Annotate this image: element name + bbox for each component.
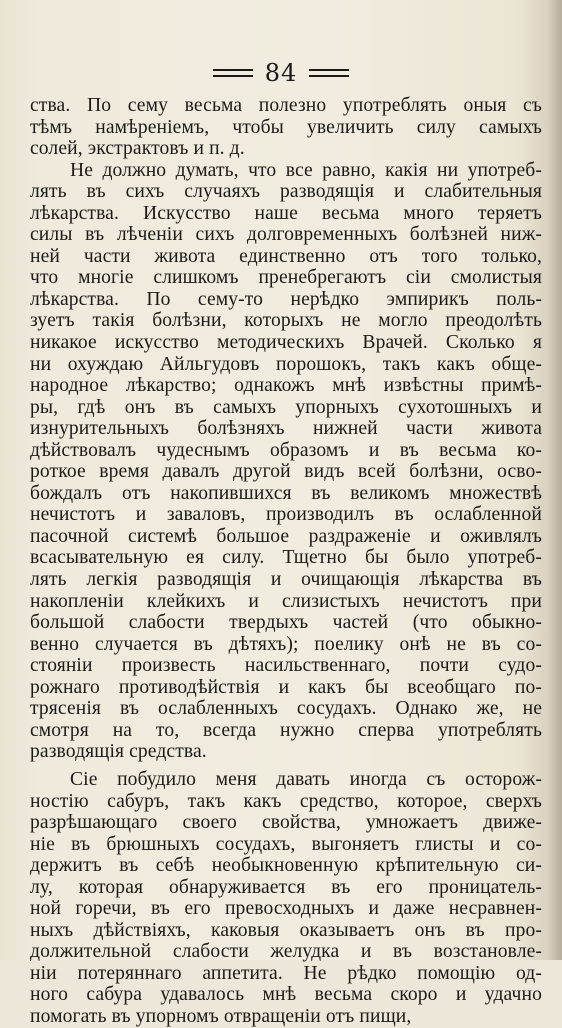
text-line: лу, которая обнаруживается въ его проницатель-: [30, 876, 542, 898]
text-line: пасочной системѣ большое раздраженіе и оживлялъ: [30, 525, 542, 547]
text-line: ной горечи, въ его превосходныхъ и даже несравнен-: [30, 898, 542, 920]
body-text: [30, 95, 542, 1028]
text-line: лять въ сихъ случаяхъ разводящія и слабительныя: [30, 181, 542, 203]
text-line: лять легкія разводящія и очищающія лѣкарства въ: [30, 569, 542, 591]
text-line: большой слабости твердыхъ частей (что обыкно-: [30, 612, 542, 634]
text-line: венно случается въ дѣтяхъ); поелику онѣ не въ со-: [30, 633, 542, 655]
text-line: дѣйствовалъ чудеснымъ образомъ и въ весьма ко-: [30, 439, 542, 461]
text-line: смотря на то, всегда нужно сперва употреблять: [30, 719, 542, 741]
text-line: бождалъ отъ накопившихся въ великомъ множествѣ: [30, 482, 542, 504]
text-line: ни охуждаю Айльгудовъ порошокъ, такъ какъ обще-: [30, 353, 542, 375]
text-line: лѣкарства. Искусство наше весьма много теряетъ: [30, 202, 542, 224]
text-line: ней части живота единственно отъ того только,: [30, 245, 542, 267]
text-line: накопленіи клейкихъ и слизистыхъ нечистотъ при: [30, 590, 542, 612]
text-line: помогать въ упорномъ отвращеніи отъ пищи,: [30, 1005, 412, 1027]
page-edge-shadow: [548, 0, 562, 960]
text-line: силы въ лѣченіи сихъ долговременныхъ болѣзней ниж-: [30, 224, 542, 246]
text-line: зуетъ такія болѣзни, которыхъ не могло преодолѣть: [30, 310, 542, 332]
text-line: народное лѣкарство; однакожъ мнѣ извѣстны примѣ-: [30, 375, 542, 397]
text-line: никакое искусство методическихъ Врачей. Сколько я: [30, 332, 542, 354]
text-line: стояніи произвесть насильственнаго, почти судо-: [30, 655, 542, 677]
text-line: ностію сабуръ, такъ какъ средство, которое, сверхъ: [30, 790, 542, 812]
text-line: ства. По сему весьма полезно употреблять оныя съ: [30, 95, 542, 116]
page-header: [0, 58, 562, 88]
text-line: трясенія въ ослабленныхъ сосудахъ. Однако же, не: [30, 698, 542, 720]
text-line: держитъ въ себѣ необыкновенную крѣпительную си-: [30, 855, 542, 877]
text-line: нечистотъ и заваловъ, производилъ въ ослабленной: [30, 504, 542, 526]
text-line: лѣкарства. По сему-то нерѣдко эмпирикъ поль-: [30, 288, 542, 310]
text-line: солей, экстрактовъ и п. д.: [30, 138, 245, 160]
text-line: разводящія средства.: [30, 741, 207, 763]
text-line: разрѣшающаго своего свойства, умножаетъ движе-: [30, 812, 542, 834]
text-line: Сіе побудило меня давать иногда съ осторож-: [70, 768, 542, 790]
text-line: тѣмъ намѣреніемъ, чтобы увеличить силу самыхъ: [30, 116, 542, 138]
text-line: должительной слабости желудка и въ возстановле-: [30, 941, 542, 963]
text-line: ного сабура удавалось мнѣ весьма скоро и удачно: [30, 984, 542, 1006]
text-line: ніе въ брюшныхъ сосудахъ, выгоняетъ глисты и со-: [30, 833, 542, 855]
text-line: рожнаго противодѣйствія и какъ бы всеобщаго по-: [30, 676, 542, 698]
text-line: всасывательную ея силу. Тщетно бы было употреб-: [30, 547, 542, 569]
left-double-rule: [213, 69, 253, 77]
text-line: ныхъ дѣйствіяхъ, каковыя оказываетъ онъ въ про-: [30, 919, 542, 941]
text-line: что многіе слишкомъ пренебрегаютъ сіи смолистыя: [30, 267, 542, 289]
text-line: изнурительныхъ болѣзняхъ нижней части живота: [30, 418, 542, 440]
text-line: роткое время давалъ другой видъ всей болѣзни, осво-: [30, 461, 542, 483]
right-double-rule: [309, 69, 349, 77]
page-number: 84: [264, 59, 298, 87]
text-line: Не должно думать, что все равно, какія ни употреб-: [70, 159, 542, 181]
text-line: ніи потеряннаго аппетита. Не рѣдко помощію од-: [30, 962, 542, 984]
text-line: ры, гдѣ онъ въ самыхъ упорныхъ сухотошныхъ и: [30, 396, 542, 418]
